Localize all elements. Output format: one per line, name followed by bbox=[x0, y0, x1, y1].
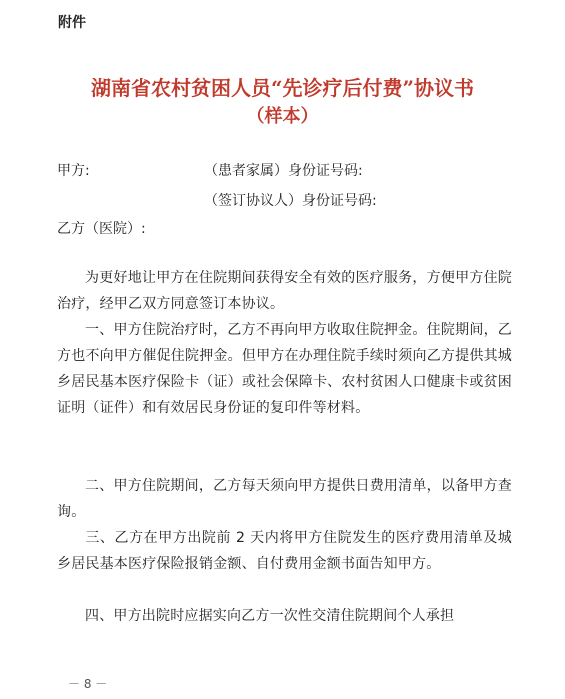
signer-id-label: （签订协议人）身份证号码: bbox=[204, 193, 377, 209]
clause-1-paragraph bbox=[57, 317, 512, 421]
clause-4-paragraph bbox=[57, 603, 512, 629]
clause-1-text: 一、甲方住院治疗时，乙方不再向甲方收取住院押金。住院期间，乙方也不向甲方催促住院押金。但甲方在办理住院手续时须向乙方提供其城乡居民基本医疗保险卡（证）或社会保障卡、农村贫困人口健康卡或贫困证明（证件）和有效居民身份证的复印件等材料。 bbox=[57, 322, 512, 416]
clause-3-paragraph bbox=[57, 525, 512, 577]
intro-paragraph bbox=[57, 265, 512, 317]
clause-2-text: 二、甲方住院期间，乙方每天须向甲方提供日费用清单，以备甲方查询。 bbox=[57, 478, 512, 520]
intro-text: 为更好地让甲方在住院期间获得安全有效的医疗服务，方便甲方住院治疗，经甲乙双方同意签订本协议。 bbox=[57, 270, 512, 312]
clause-2-paragraph bbox=[57, 473, 512, 525]
attachment-label: 附件 bbox=[58, 15, 86, 31]
clause-3-text: 三、乙方在甲方出院前 2 天内将甲方住院发生的医疗费用清单及城乡居民基本医疗保险报销金额、自付费用金额书面告知甲方。 bbox=[57, 530, 512, 572]
clause-4-text: 四、甲方出院时应据实向乙方一次性交清住院期间个人承担 bbox=[85, 608, 455, 624]
party-b-label: 乙方（医院）: bbox=[57, 221, 146, 237]
party-a-label: 甲方: bbox=[57, 163, 90, 179]
patient-family-id-label: （患者家属）身份证号码: bbox=[204, 163, 363, 179]
document-title: 湖南省农村贫困人员“先诊疗后付费”协议书 bbox=[90, 76, 474, 100]
document-subtitle: （样本） bbox=[246, 106, 319, 127]
page-number: － 8 － bbox=[68, 677, 108, 691]
